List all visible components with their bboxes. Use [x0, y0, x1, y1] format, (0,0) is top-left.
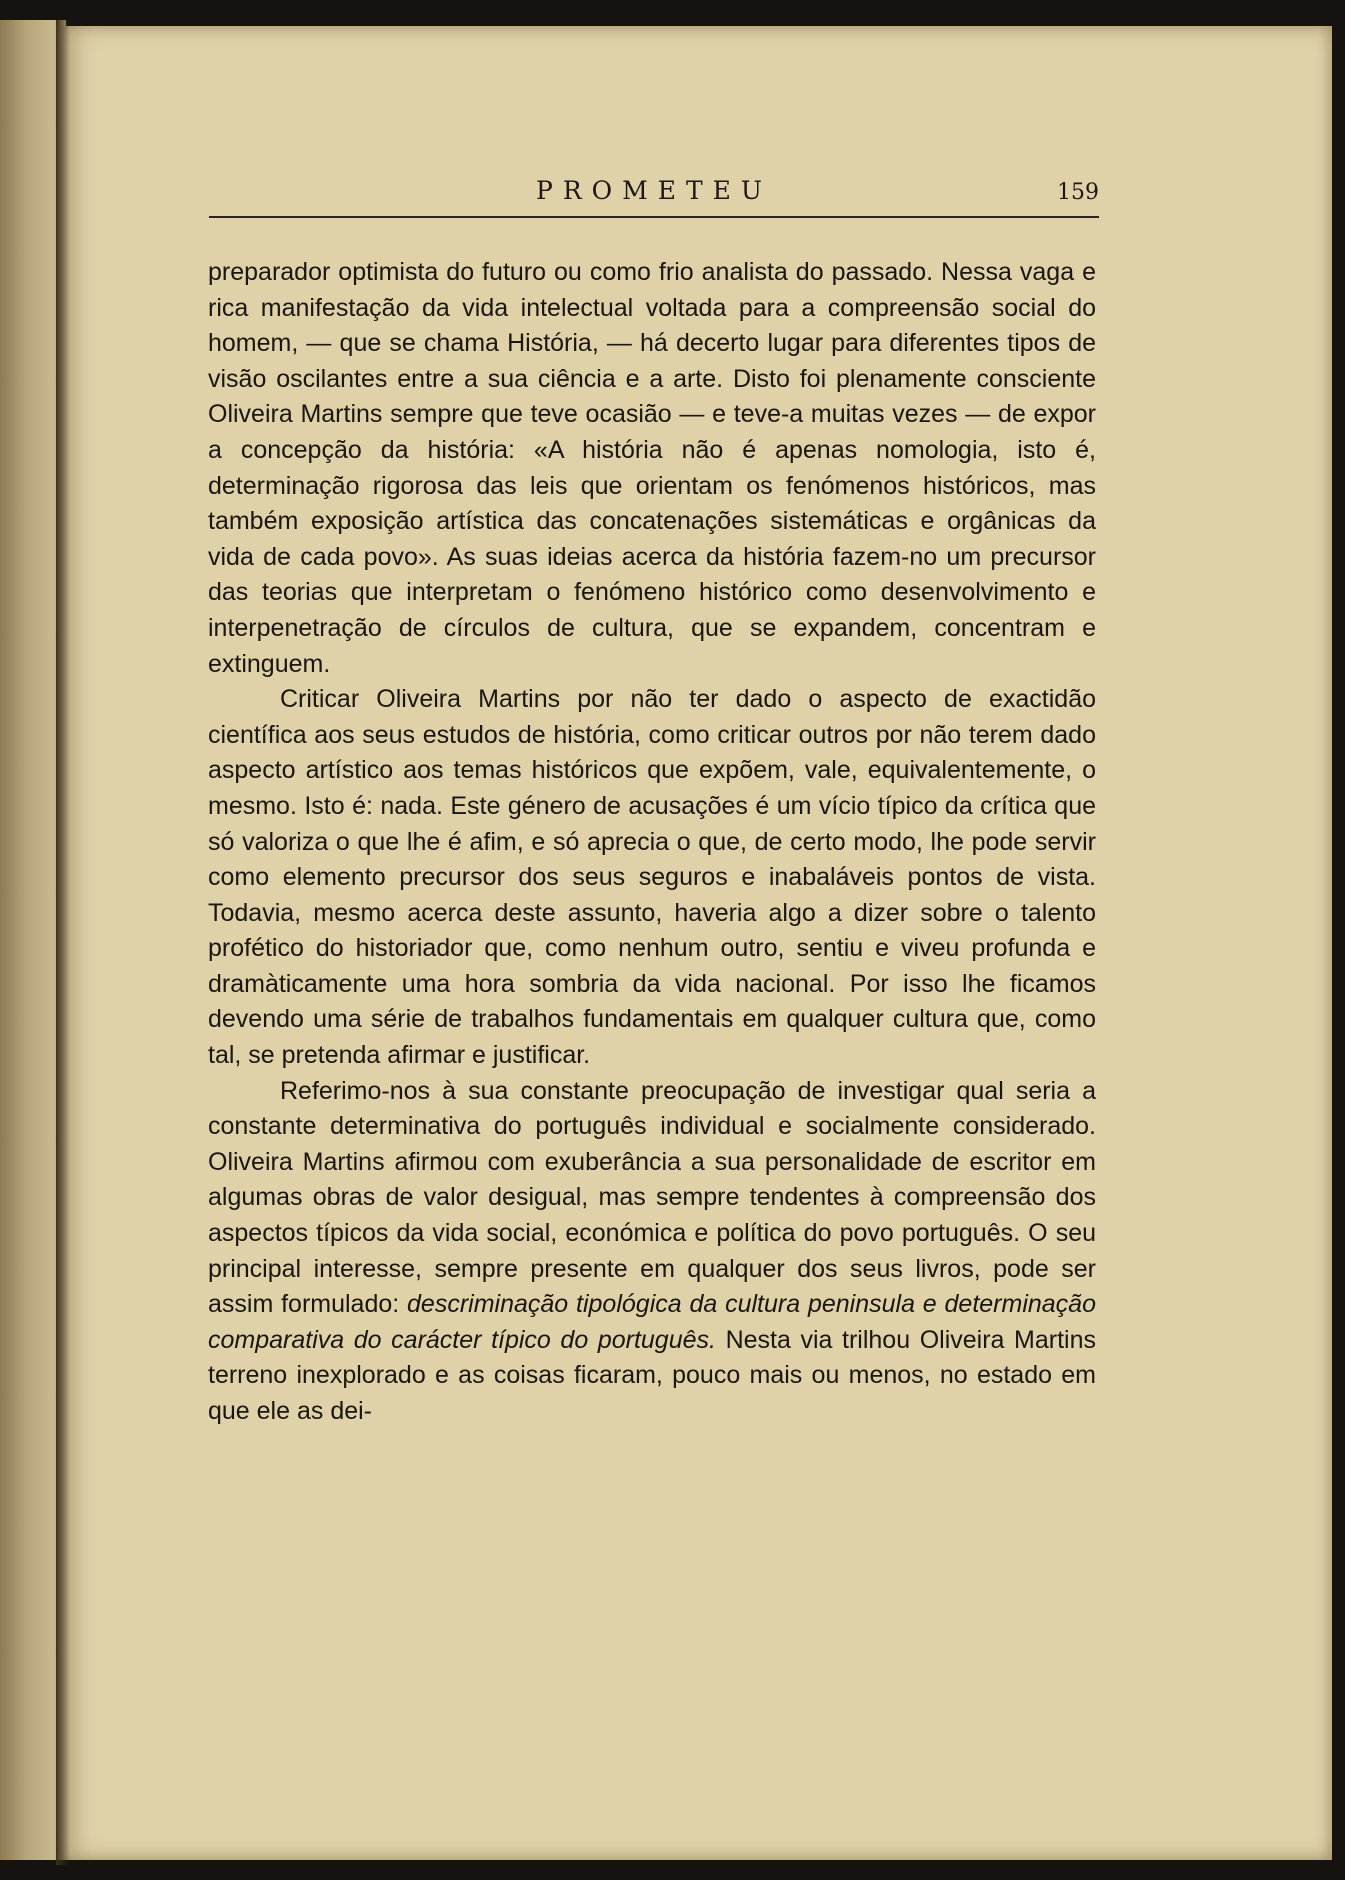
body-text [208, 255, 1096, 1430]
paragraph-2 [208, 682, 1096, 1074]
paragraph-3-italic-formulation: descriminação tipológica da cultura peninsula e determinação comparativa do carácter típico do português. [208, 1290, 1096, 1354]
paragraph-1 [208, 255, 1096, 682]
paragraph-3-text-end: Nesta via trilhou Oliveira Martins terreno inexplorado e as coisas ficaram, pouco mais ou menos, no estado em que ele as dei- [208, 1325, 1096, 1425]
page-header [209, 176, 1099, 218]
paragraph-3-text: Referimo-nos à sua constante preocupação de investigar qual seria a constante determinativa do português individual e socialmente considerado. Oliveira Martins afirmou com exuberância a sua personalidade de escritor em algumas obras de valor desigual, mas sempre tendentes à compreensão dos aspectos típicos da vida social, económica e política do povo português. O seu principal interesse, sempre presente em qualquer dos seus livros, pode ser assim formulado: [208, 1076, 1096, 1319]
paragraph-1-text: preparador optimista do futuro ou como frio analista do passado. Nessa vaga e rica manifestação da vida intelectual voltada para a compreensão social do homem, — que se chama História, — há decerto lugar para diferentes tipos de visão oscilantes entre a sua ciência e a arte. Disto foi plenamente consciente Oliveira Martins sempre que teve ocasião — e teve-a muitas vezes — de expor a concepção da história: «A história não é apenas nomologia, isto é, determinação rigorosa das leis que orientam os fenómenos históricos, mas também exposição artística das concatenações sistemáticas e orgânicas da vida de cada povo». As suas ideias acerca da história fazem-no um precursor das teorias que interpretam o fenómeno histórico como desenvolvimento e interpenetração de círculos de cultura, que se expandem, concentram e extinguem. [208, 258, 1096, 678]
paragraph-2-text: Criticar Oliveira Martins por não ter dado o aspecto de exactidão científica aos seus estudos de história, como criticar outros por não terem dado aspecto artístico aos temas históricos que expõem, vale, equivalentemente, o mesmo. Isto é: nada. Este género de acusações é um vício típico da crítica que só valoriza o que lhe é afim, e só aprecia o que, de certo modo, lhe pode servir como elemento precursor dos seus seguros e inabaláveis pontos de vista. Todavia, mesmo acerca deste assunto, haveria algo a dizer sobre o talento profético do historiador que, como nenhum outro, sentiu e viveu profunda e dramàticamente uma hora sombria da vida nacional. Por isso lhe ficamos devendo uma série de trabalhos fundamentais em qualquer cultura que, como tal, se pretenda afirmar e justificar. [208, 685, 1096, 1070]
paragraph-3 [208, 1074, 1096, 1430]
page-number: 159 [1057, 180, 1099, 205]
running-title: PROMETEU [536, 176, 772, 205]
book-gutter [56, 20, 70, 1865]
